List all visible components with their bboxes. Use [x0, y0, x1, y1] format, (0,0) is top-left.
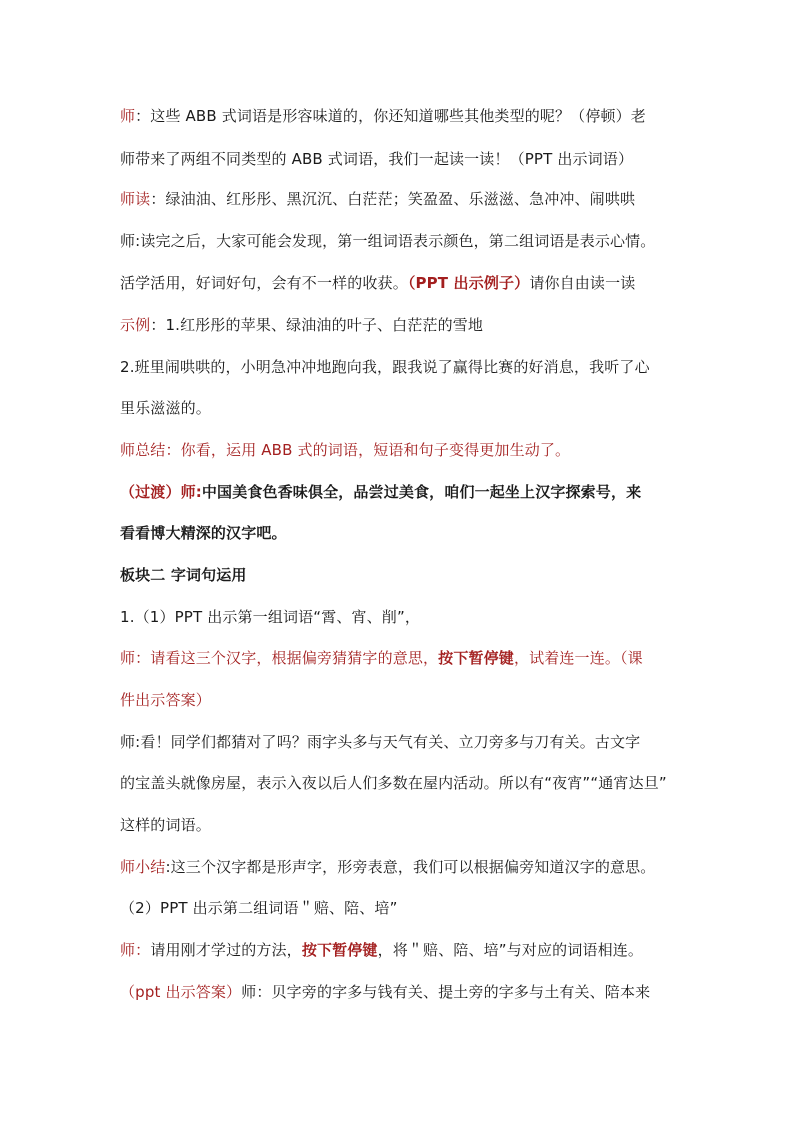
speaker-label: 师： — [120, 941, 151, 959]
pause-key-label: 按下暂停键 — [301, 941, 378, 959]
line-text: 师：请看这三个汉字， — [120, 649, 272, 667]
speaker-label: 师小结 — [120, 858, 166, 876]
line-text: 活学活用，好词好句，会有不一样的收获。 — [120, 274, 408, 292]
speaker-label: 师 — [120, 107, 136, 125]
line-text: 中国美食色香味俱全，品尝过美食，咱们一起坐上汉字探索号，来 — [201, 483, 642, 501]
paragraph-line — [120, 982, 680, 1002]
paragraph-line: 里乐滋滋的。 — [120, 399, 211, 417]
line-text: :这三个汉字都是形声字，形旁表意，我们可以根据偏旁知道汉字的意思。 — [165, 858, 656, 876]
line-text: ，将＂赔、陪、培”与对应的词语相连。 — [377, 941, 644, 959]
line-text: 请用刚才学过的方法， — [150, 941, 302, 959]
line-text: ：这些 ABB 式词语是形容味道的，你还知道哪些其他类型的呢？（停顿）老 — [135, 107, 646, 125]
paragraph-line — [120, 189, 680, 209]
paragraph-line: 看看博大精深的汉字吧。 — [120, 524, 287, 542]
paragraph-line: 这样的词语。 — [120, 816, 211, 834]
pause-key-label: 按下暂停键 — [438, 649, 514, 667]
paragraph-line: 件出示答案） — [120, 691, 211, 709]
line-text: 根据偏旁猜猜字的意思， — [271, 649, 439, 667]
summary-line: 师总结：你看，运用 ABB 式的词语，短语和句子变得更加生动了。 — [120, 441, 571, 459]
line-text: 师：贝字旁的字多与钱有关、提土旁的字多与土有关、陪本来 — [241, 983, 651, 1001]
paragraph-line: 2.班里闹哄哄的，小明急冲冲地跑向我，跟我说了赢得比赛的好消息，我听了心 — [120, 358, 650, 376]
paragraph-line: 师:读完之后，大家可能会发现，第一组词语表示颜色，第二组词语是表示心情。 — [120, 232, 656, 250]
paragraph-line — [120, 648, 680, 668]
line-text: ：1.红彤彤的苹果、绿油油的叶子、白茫茫的雪地 — [150, 316, 484, 334]
speaker-label: 师读 — [120, 190, 151, 208]
paragraph-line — [120, 940, 680, 960]
example-label: 示例 — [120, 316, 151, 334]
line-text: ：绿油油、红彤彤、黑沉沉、白茫茫；笑盈盈、乐滋滋、急冲冲、闹哄哄 — [150, 190, 636, 208]
paragraph-line: 的宝盖头就像房屋，表示入夜以后人们多数在屋内活动。所以有“夜宵”“通宵达旦” — [120, 774, 667, 792]
paragraph-line: （2）PPT 出示第二组词语＂赔、陪、培” — [120, 899, 398, 917]
paragraph-line — [120, 482, 680, 502]
section-title: 板块二 字词句运用 — [120, 566, 247, 584]
line-text: 请你自由读一读 — [529, 274, 636, 292]
paragraph-line — [120, 106, 680, 126]
transition-label: （过渡）师: — [120, 483, 202, 501]
paragraph-line: 1.（1）PPT 出示第一组词语“霄、宵、削”， — [120, 608, 421, 626]
paragraph-line: 师带来了两组不同类型的 ABB 式词语，我们一起读一读！（PPT 出示词语） — [120, 150, 634, 168]
ppt-example-label: （PPT 出示例子） — [407, 274, 530, 292]
paragraph-line — [120, 315, 680, 335]
line-text: ，试着连一连。（课 — [513, 649, 643, 667]
paragraph-line: 师:看！同学们都猜对了吗？雨字头多与天气有关、立刀旁多与刀有关。古文字 — [120, 733, 641, 751]
ppt-answer-label: （ppt 出示答案） — [120, 983, 242, 1001]
paragraph-line — [120, 857, 680, 877]
paragraph-line — [120, 273, 680, 293]
